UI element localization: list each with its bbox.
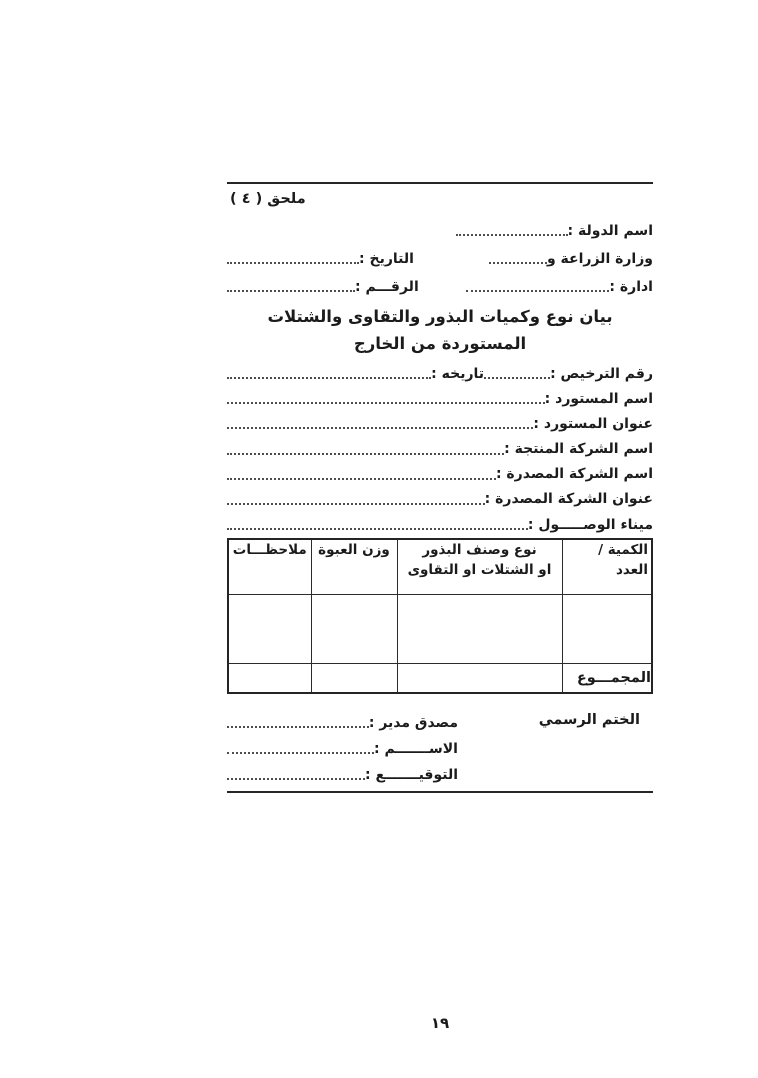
country-field: [456, 223, 653, 241]
column-header-notes: ملاحظـــات: [228, 539, 311, 594]
department-number-row: [227, 274, 653, 296]
title-line-2: المستوردة من الخارج: [353, 334, 527, 353]
dotted-line: [227, 427, 533, 429]
table-empty-row: [228, 594, 652, 663]
importer-name-row: [227, 383, 653, 408]
empty-cell-type: [397, 594, 562, 663]
empty-cell-quantity: [562, 594, 652, 663]
certified-by-label: مصدق مدير :: [368, 714, 458, 731]
exporting-company-address-label: عنوان الشركة المصدرة :: [484, 491, 653, 508]
number-label: الرقـــم :: [355, 278, 419, 295]
importer-address-label: عنوان المستورد :: [533, 415, 653, 432]
dotted-line: [227, 290, 355, 292]
document-title: [227, 303, 653, 357]
importer-address-row: [227, 408, 653, 433]
arrival-port-label: ميناء الوصـــــول :: [527, 516, 653, 533]
total-empty-notes: [228, 663, 311, 693]
exporting-company-address-row: [227, 484, 653, 509]
dotted-line: [227, 752, 374, 754]
license-number-label: رقم الترخيص :: [550, 365, 653, 382]
table-total-row: [228, 663, 652, 693]
dotted-line: [227, 262, 359, 264]
import-items-table: [227, 538, 653, 694]
arrival-port-row: [227, 509, 653, 534]
table-header-row: [228, 539, 652, 594]
total-empty-type: [397, 663, 562, 693]
title-line-1: بيان نوع وكميات البذور والتقاوى والشتلات: [267, 307, 613, 326]
bottom-divider: [227, 791, 653, 793]
license-date-label: تاريخه :: [431, 365, 485, 382]
country-label: اسم الدولة :: [567, 222, 653, 239]
ministry-label: وزارة الزراعة و: [546, 250, 653, 267]
signature-label: التوقيـــــــع :: [365, 766, 458, 783]
exporting-company-label: اسم الشركة المصدرة :: [495, 466, 653, 483]
empty-cell-weight: [311, 594, 397, 663]
name-label: الاســـــــم :: [374, 740, 458, 757]
top-divider: [227, 182, 653, 184]
date-field: [227, 251, 414, 269]
dotted-line: [227, 377, 431, 379]
name-row: [227, 732, 458, 758]
dotted-line: [489, 262, 547, 264]
producing-company-row: [227, 433, 653, 458]
producing-company-label: اسم الشركة المنتجة :: [504, 441, 653, 458]
ministry-date-row: [227, 246, 653, 268]
official-stamp-label: الختم الرسمي: [538, 712, 640, 728]
department-label: ادارة :: [609, 278, 653, 295]
exporting-company-row: [227, 459, 653, 484]
form-content: [227, 0, 653, 1078]
dotted-line: [484, 377, 550, 379]
dotted-line: [227, 528, 528, 530]
dotted-line: [227, 478, 496, 480]
appendix-label: ملحق ( ٤ ): [230, 191, 306, 207]
signature-row: [227, 758, 458, 784]
signature-block: [227, 706, 458, 784]
column-header-package-weight: وزن العبوة: [311, 539, 397, 594]
dotted-line: [227, 402, 545, 404]
dotted-line: [466, 290, 609, 292]
ministry-field: [489, 251, 653, 269]
empty-cell-notes: [228, 594, 311, 663]
dotted-line: [227, 726, 369, 728]
dotted-line: [227, 503, 485, 505]
dotted-line: [456, 234, 568, 236]
date-label: التاريخ :: [359, 250, 414, 267]
license-row: [227, 359, 653, 383]
number-field: [227, 279, 419, 297]
type-header-line-1: نوع وصنف البذور: [422, 542, 537, 558]
type-header-line-2: او الشتلات او التقاوى: [407, 562, 552, 578]
dotted-line: [227, 453, 504, 455]
certified-by-row: [227, 706, 458, 732]
total-empty-weight: [311, 663, 397, 693]
column-header-quantity: الكمية / العدد: [562, 539, 652, 594]
department-field: [466, 279, 653, 297]
page-number: ١٩: [430, 1014, 450, 1032]
form-fields: [227, 383, 653, 534]
total-label: المجمـــوع: [562, 663, 652, 693]
country-row: [227, 218, 653, 240]
dotted-line: [227, 778, 365, 780]
column-header-type: [397, 539, 562, 594]
importer-name-label: اسم المستورد :: [544, 390, 653, 407]
